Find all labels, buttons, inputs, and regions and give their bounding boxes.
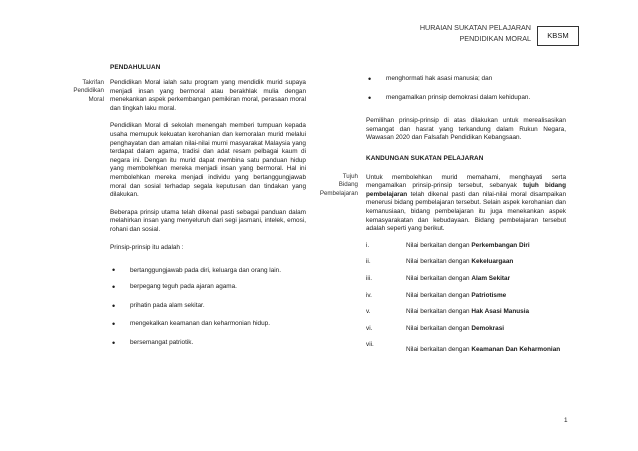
item-text-bold: Alam Sekitar [471, 274, 511, 282]
list-item-text: bersemangat patriotik. [130, 338, 194, 346]
item-number: ii. [366, 258, 371, 266]
list-item-text: prihatin pada alam sekitar. [130, 301, 205, 309]
section-heading-kandungan: KANDUNGAN SUKATAN PELAJARAN [366, 154, 484, 162]
item-text: Nilai berkaitan dengan [406, 346, 472, 354]
learning-area-item [366, 341, 566, 358]
sidenote-line: Tujuh [342, 173, 358, 180]
list-item [366, 75, 566, 84]
item-number: vi. [366, 324, 373, 332]
item-text: Nilai berkaitan dengan [406, 324, 472, 332]
learning-area-item [366, 325, 566, 334]
item-number: vii. [366, 341, 374, 349]
item-text: Nilai berkaitan dengan [406, 291, 472, 299]
header-line-2: PENDIDIKAN MORAL [459, 34, 531, 43]
learning-areas-list [366, 242, 566, 359]
paragraph: Pendidikan Moral ialah satu program yang mendidik murid supaya menjadi insan yang bermoral atau berakhlak mulia dengan menekankan aspek perkembangan pemikiran moral, perasaan moral dan tingkah laku moral. [110, 79, 306, 112]
item-text: Nilai berkaitan dengan [406, 308, 472, 316]
sidenote-tujuh-bidang [318, 173, 358, 198]
left-column-body [110, 79, 306, 347]
list-item [110, 302, 306, 311]
sidenote-line: Pembelajaran [319, 189, 358, 197]
text-run: telah dikenal pasti dan nilai-nilai moral disampaikan menerusi bidang pembelajaran tersebut. Selain aspek kerohanian dan kemanusiaan, bidang pembelajaran itu juga menekankan aspek kemasyarakatan dan kebudayaan. Bidang pembelajaran tersebut adalah seperti yang berikut. [366, 190, 566, 233]
principles-list-continued [366, 75, 566, 102]
sidenote-line: Bidang [338, 181, 358, 189]
sidenote-takrifan [60, 79, 104, 104]
list-item-text: menghormati hak asasi manusia; dan [386, 75, 493, 82]
item-text: Nilai berkaitan dengan [406, 274, 472, 282]
sidenote-line: Pendidikan [73, 87, 104, 95]
item-text-bold: Patriotisme [471, 291, 507, 299]
sidenote-line: Moral [88, 95, 104, 103]
item-text-bold: Demokrasi [471, 324, 505, 332]
item-text-bold: Kekeluargaan [471, 258, 514, 266]
item-number: v. [366, 308, 371, 316]
paragraph: Beberapa prinsip utama telah dikenal pasti sebagai panduan dalam melahirkan insan yang menyeluruh dari segi jasmani, intelek, emosi, rohani dan sosial. [110, 208, 306, 233]
learning-area-item [366, 308, 566, 317]
section-heading-pendahuluan: PENDAHULUAN [110, 64, 161, 71]
learning-area-item [366, 275, 566, 284]
document-header [420, 22, 531, 44]
learning-area-item [366, 258, 566, 267]
learning-area-item [366, 242, 566, 251]
item-number: iii. [366, 274, 373, 282]
paragraph: Pemilihan prinsip-prinsip di atas dilakukan untuk merealisasikan semangat dan hasrat yang terkandung dalam Rukun Negara, Wawasan 2020 dan Falsafah Pendidikan Kebangsaan. [366, 117, 566, 142]
list-item-text: mengekalkan keamanan dan keharmonian hidup. [130, 320, 270, 328]
item-number: iv. [366, 291, 372, 299]
text-run: Untuk membolehkan murid memahami, menghayati serta mengamalkan prinsip-prinsip tersebut, sebanyak [366, 173, 566, 190]
list-item [110, 320, 306, 329]
item-text: Nilai berkaitan dengan [406, 258, 472, 266]
learning-area-item [366, 292, 566, 301]
list-item [366, 94, 566, 103]
item-text-bold: Keamanan Dan Keharmonian [471, 346, 561, 354]
list-item-text: bertanggungjawab pada diri, keluarga dan orang lain. [130, 267, 282, 275]
right-column-body [366, 75, 566, 358]
paragraph-seven-areas [366, 174, 566, 234]
page-number: 1 [564, 417, 568, 424]
item-text: Nilai berkaitan dengan [406, 241, 472, 249]
item-number: i. [366, 241, 370, 249]
header-line-1: HURAIAN SUKATAN PELAJARAN [419, 23, 531, 32]
kbsm-badge: KBSM [537, 26, 579, 46]
list-item [110, 283, 306, 292]
principles-list [110, 262, 306, 347]
item-text-bold: Hak Asasi Manusia [471, 308, 530, 316]
list-item-text: mengamalkan prinsip demokrasi dalam kehidupan. [386, 93, 531, 101]
paragraph: Pendidikan Moral di sekolah menengah memberi tumpuan kepada usaha memupuk kekuatan kerohanian dan kemoralan murid melalui penghayatan dan amalan nilai-nilai murni masyarakat Malaysia yang terdapat dalam agama, tradisi dan adat resam pelbagai kaum di negara ini. Dengan itu murid dapat membina satu panduan hidup yang membolehkan mereka menjadi insan yang bermoral. Hal ini membolehkan mereka menjadi individu yang bertanggungjawab moral dan sosial terhadap segala keputusan dan tindakan yang dilakukan. [110, 122, 306, 199]
list-item [110, 339, 306, 348]
text-run-bold: tujuh bidang pembelajaran [366, 182, 566, 198]
principles-intro: Prinsip-prinsip itu adalah : [110, 243, 184, 251]
list-item-text: berpegang teguh pada ajaran agama. [130, 283, 237, 291]
list-item [110, 262, 306, 279]
item-text-bold: Perkembangan Diri [471, 241, 530, 249]
sidenote-line: Takrifan [82, 79, 104, 86]
